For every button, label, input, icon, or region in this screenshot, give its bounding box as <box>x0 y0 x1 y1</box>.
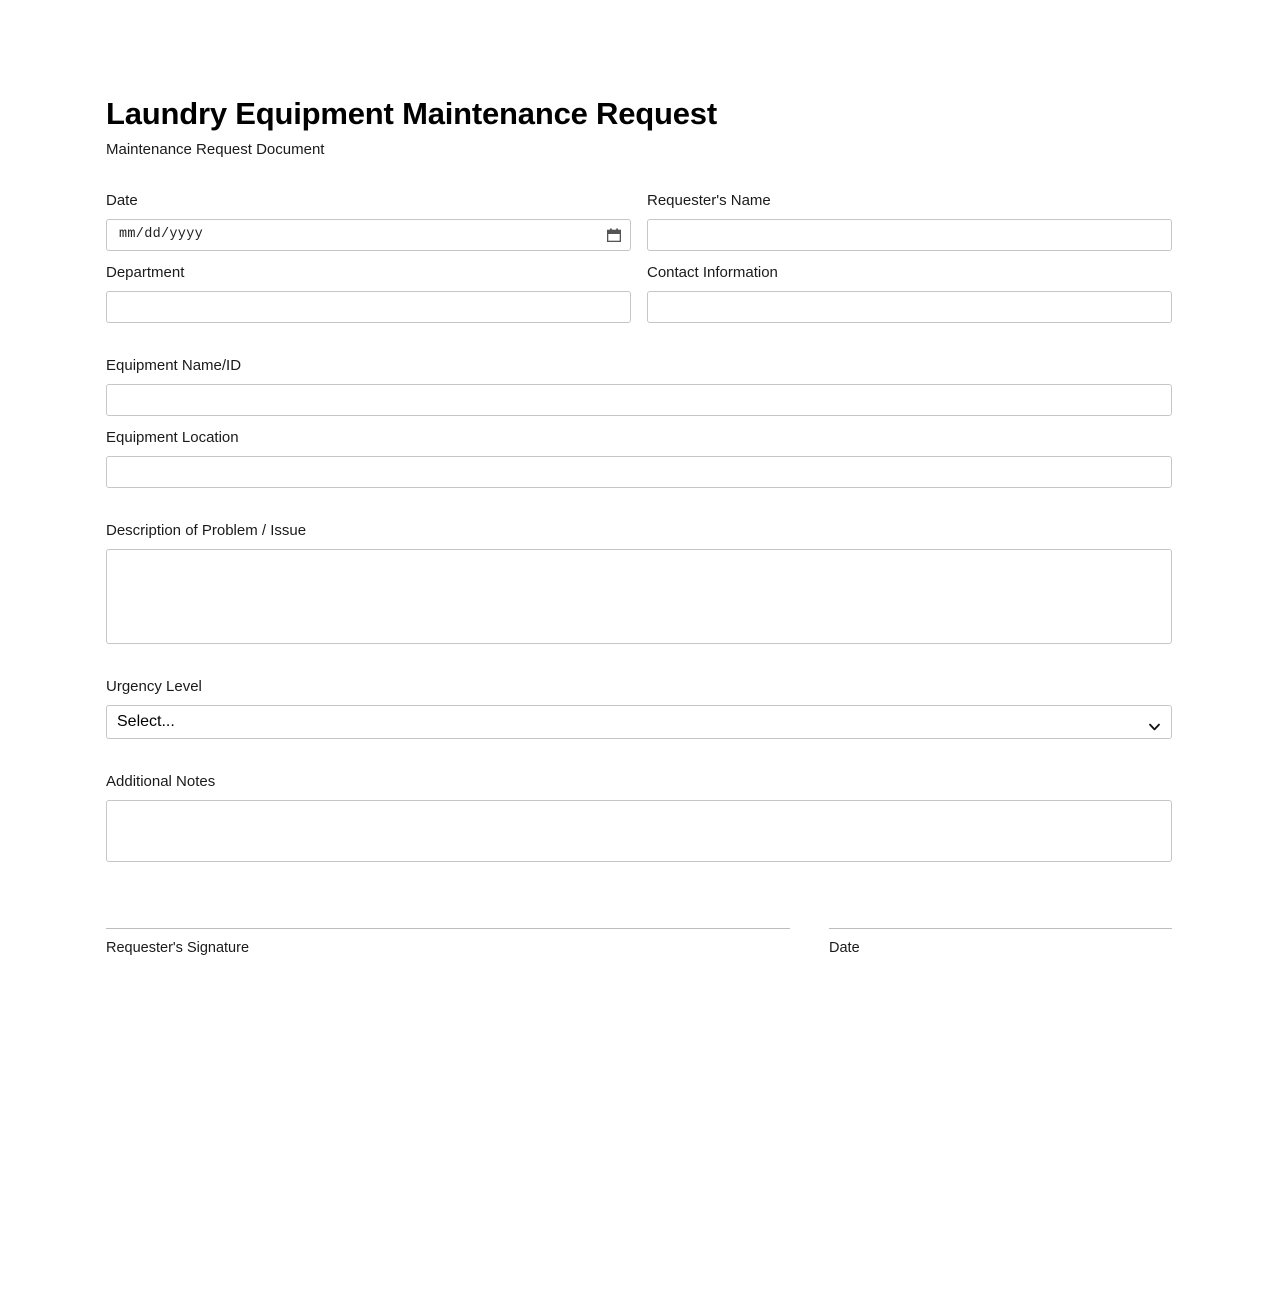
equipment-location-input[interactable] <box>106 456 1172 488</box>
additional-notes-textarea[interactable] <box>106 800 1172 862</box>
additional-notes-label: Additional Notes <box>106 772 216 790</box>
requester-name-label: Requester's Name <box>647 191 771 209</box>
row-date-requester <box>106 192 1172 251</box>
row-department-contact <box>106 264 1172 323</box>
signature-date-block <box>829 928 1172 956</box>
equipment-name-id-label: Equipment Name/ID <box>106 356 242 374</box>
signature-section <box>106 928 1172 956</box>
field-requester-name <box>647 192 1172 251</box>
signature-date-label: Date <box>829 939 860 956</box>
requester-signature-block <box>106 928 790 956</box>
field-urgency-level <box>106 678 1172 739</box>
equipment-name-id-input[interactable] <box>106 384 1172 416</box>
contact-information-input[interactable] <box>647 291 1172 323</box>
field-additional-notes <box>106 773 1172 862</box>
page-title: Laundry Equipment Maintenance Request <box>106 96 717 131</box>
description-textarea[interactable] <box>106 549 1172 644</box>
urgency-level-select[interactable] <box>106 705 1172 739</box>
field-equipment-location <box>106 429 1172 488</box>
calendar-icon[interactable] <box>607 228 621 242</box>
requester-signature-label: Requester's Signature <box>106 939 250 956</box>
department-input[interactable] <box>106 291 631 323</box>
description-label: Description of Problem / Issue <box>106 521 307 539</box>
date-input[interactable]: mm/dd/yyyy <box>106 219 631 251</box>
field-date <box>106 192 631 251</box>
date-input-wrapper <box>106 219 631 251</box>
date-label: Date <box>106 191 138 209</box>
urgency-level-select-wrapper <box>106 705 1172 739</box>
page-subtitle: Maintenance Request Document <box>106 140 325 158</box>
urgency-level-label: Urgency Level <box>106 677 202 695</box>
field-equipment-name-id <box>106 357 1172 416</box>
requester-signature-line[interactable] <box>106 928 790 929</box>
field-contact-information <box>647 264 1172 323</box>
signature-date-line[interactable] <box>829 928 1172 929</box>
department-label: Department <box>106 263 185 281</box>
field-department <box>106 264 631 323</box>
field-description <box>106 522 1172 644</box>
equipment-location-label: Equipment Location <box>106 428 239 446</box>
contact-information-label: Contact Information <box>647 263 778 281</box>
requester-name-input[interactable] <box>647 219 1172 251</box>
